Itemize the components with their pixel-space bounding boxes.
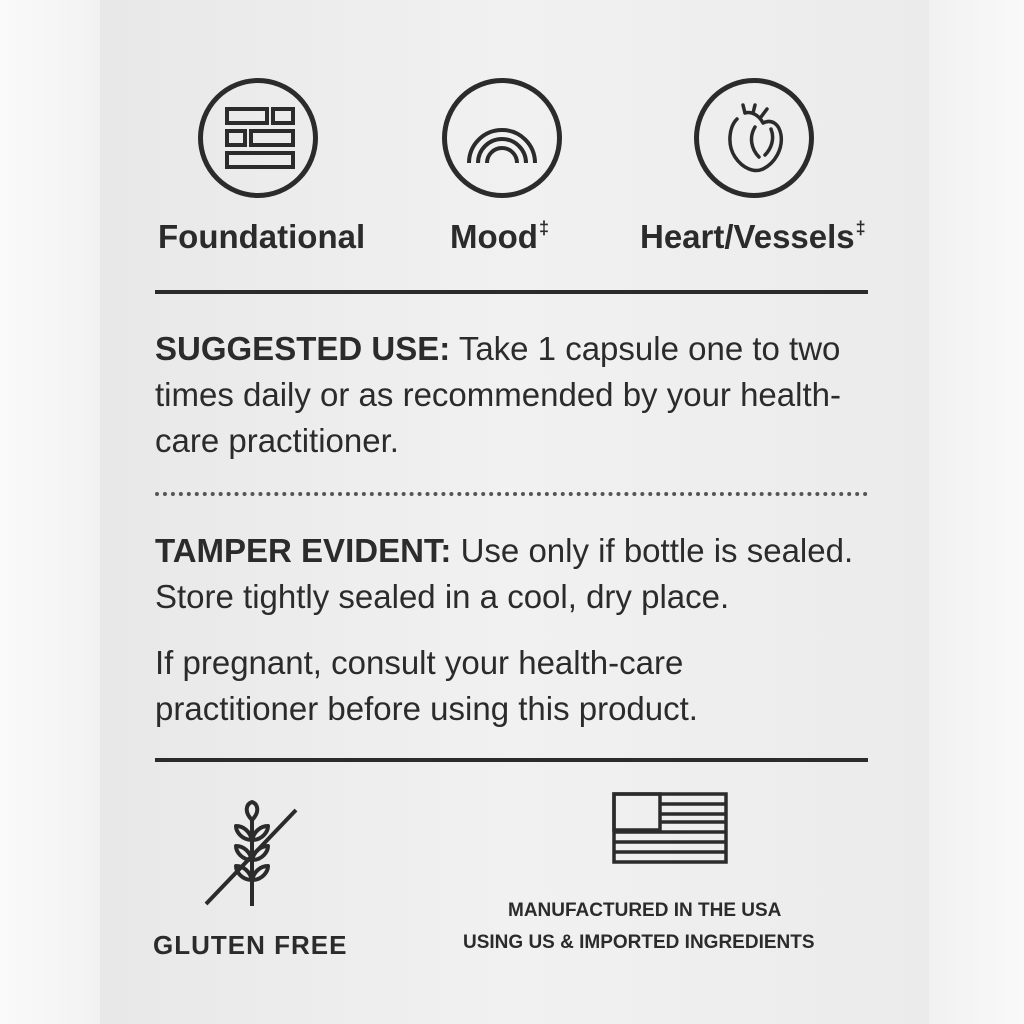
- suggested-use-section: SUGGESTED USE: Take 1 capsule one to two times daily or as recommended by your health-care practitioner.: [155, 330, 841, 459]
- background-right: [929, 0, 1024, 1024]
- divider-top: [155, 290, 868, 294]
- foundational-icon: [198, 78, 318, 198]
- tamper-evident-text: Use only if bottle is sealed. Store tightly sealed in a cool, dry place.: [155, 532, 854, 615]
- pregnancy-note: If pregnant, consult your health-care practitioner before using this product.: [155, 644, 698, 727]
- us-flag-icon: [612, 792, 728, 864]
- suggested-use-heading: SUGGESTED USE: [155, 330, 440, 367]
- dotted-divider: [155, 492, 868, 496]
- made-in-usa-line2: USING US & IMPORTED INGREDIENTS: [463, 932, 815, 953]
- rainbow-icon: [442, 78, 562, 198]
- background-left: [0, 0, 100, 1024]
- icon-label-foundational: Foundational: [158, 218, 366, 255]
- divider-bottom: [155, 758, 868, 762]
- tamper-evident-heading: TAMPER EVIDENT: [155, 532, 441, 569]
- gluten-free-icon: [200, 800, 304, 910]
- suggested-use-text: Take 1 capsule one to two times daily or as recommended by your health-care practitioner.: [155, 330, 841, 459]
- made-in-usa-line1: MANUFACTURED IN THE USA: [508, 900, 782, 921]
- heart-icon: [694, 78, 814, 198]
- tamper-evident-section: TAMPER EVIDENT: Use only if bottle is sealed. Store tightly sealed in a cool, dry place.: [155, 532, 854, 615]
- icon-label-mood: Mood‡: [450, 218, 549, 255]
- gluten-free-label: GLUTEN FREE: [153, 930, 348, 960]
- icon-label-heart-vessels: Heart/Vessels‡: [640, 218, 866, 255]
